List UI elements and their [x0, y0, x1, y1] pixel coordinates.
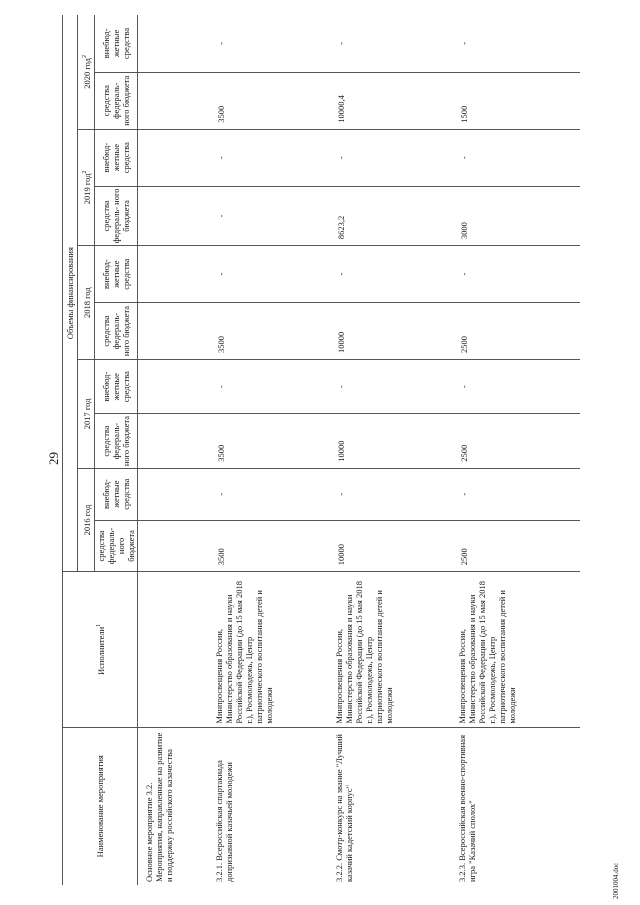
- footer-code: 2001004.doc: [612, 862, 620, 899]
- value-cell: -: [455, 468, 580, 520]
- header-extra: внебюд- жетные средства: [94, 129, 137, 186]
- event-executors: Минпросвещения России, Министерство образования и науки Российской Федерации (до 15 мая 2018 г.), Росмолодежь, Центр патриотического воспитания детей и молодежи: [455, 572, 580, 727]
- page-number: 29: [46, 452, 61, 465]
- main-event-name: Основное мероприятие 3.2. Мероприятия, направленные на развитие и поддержку российского казачества: [137, 727, 212, 885]
- value-cell: -: [332, 246, 455, 303]
- value-cell: -: [212, 468, 332, 520]
- value-cell: -: [332, 468, 455, 520]
- value-cell: -: [332, 129, 455, 186]
- value-cell: 10000,4: [332, 72, 455, 129]
- value-cell: -: [455, 360, 580, 414]
- value-cell: 2500: [455, 520, 580, 572]
- value-cell: -: [458, 41, 469, 45]
- header-name: Наименование мероприятия: [63, 727, 138, 885]
- header-year: 2019 год$^2$: [78, 129, 95, 245]
- value-cell: 10000: [332, 303, 455, 360]
- header-extra: внебюд- жетные средства: [94, 246, 137, 303]
- header-executors: Исполнители$^1$: [63, 572, 138, 727]
- event-executors: Минпросвещения России, Министерство образования и науки Российской Федерации (до 15 мая 2018 г.), Росмолодежь, Центр патриотического воспитания детей и молодежи: [212, 572, 332, 727]
- value-cell: -: [335, 41, 346, 45]
- event-name: 3.2.1. Всероссийская спартакиада допризывной казачьей молодежи: [212, 727, 332, 885]
- table-header: [63, 15, 138, 885]
- header-federal: средства федераль- ного бюджета: [94, 520, 137, 572]
- funding-table: [62, 15, 580, 885]
- value-cell: -: [332, 360, 455, 414]
- header-federal: средства федераль- ного бюджета: [94, 72, 137, 129]
- value-cell: 3000: [455, 186, 580, 246]
- header-extra: внебюд- жетные средства: [94, 360, 137, 414]
- header-funding: Объемы финансирования: [63, 15, 78, 572]
- value-cell: 2500: [455, 414, 580, 468]
- header-federal: средства федераль- ного бюджета: [94, 414, 137, 468]
- header-year: 2017 год: [78, 360, 95, 469]
- value-cell: 1500: [455, 72, 580, 129]
- value-cell: 8623,2: [332, 186, 455, 246]
- value-cell: 3500: [212, 520, 332, 572]
- header-extra: внебюд- жетные средства: [94, 15, 137, 72]
- main-event-row: [137, 15, 212, 885]
- event-name: 3.2.3. Всероссийская военно-спортивная игра "Казачий сполох": [455, 727, 580, 885]
- value-cell: -: [455, 246, 580, 303]
- value-cell: -: [215, 41, 226, 45]
- header-federal: средства федераль- ного бюджета: [94, 303, 137, 360]
- value-cell: 3500: [212, 72, 332, 129]
- value-cell: -: [212, 360, 332, 414]
- value-cell: 3500: [212, 414, 332, 468]
- header-federal: средства федераль- ного бюджета: [94, 186, 137, 246]
- event-executors: Минпросвещения России, Министерство образования и науки Российской Федерации (до 15 мая 2018 г.), Росмолодежь, Центр патриотического воспитания детей и молодежи: [332, 572, 455, 727]
- value-cell: -: [455, 129, 580, 186]
- header-year: 2018 год: [78, 246, 95, 360]
- event-name: 3.2.2. Смотр-конкурс на звание "Лучший казачий кадетский корпус": [332, 727, 455, 885]
- table-row: [332, 15, 455, 885]
- table-row: [212, 15, 332, 885]
- header-year: 2016 год: [78, 468, 95, 572]
- table-row: [455, 15, 580, 885]
- header-year: 2020 год$^2$: [78, 15, 95, 129]
- value-cell: 3500: [212, 303, 332, 360]
- value-cell: 10000: [332, 414, 455, 468]
- header-extra: внебюд- жетные средства: [94, 468, 137, 520]
- value-cell: -: [212, 129, 332, 186]
- value-cell: 10000: [332, 520, 455, 572]
- value-cell: 2500: [455, 303, 580, 360]
- value-cell: -: [212, 246, 332, 303]
- value-cell: -: [212, 186, 332, 246]
